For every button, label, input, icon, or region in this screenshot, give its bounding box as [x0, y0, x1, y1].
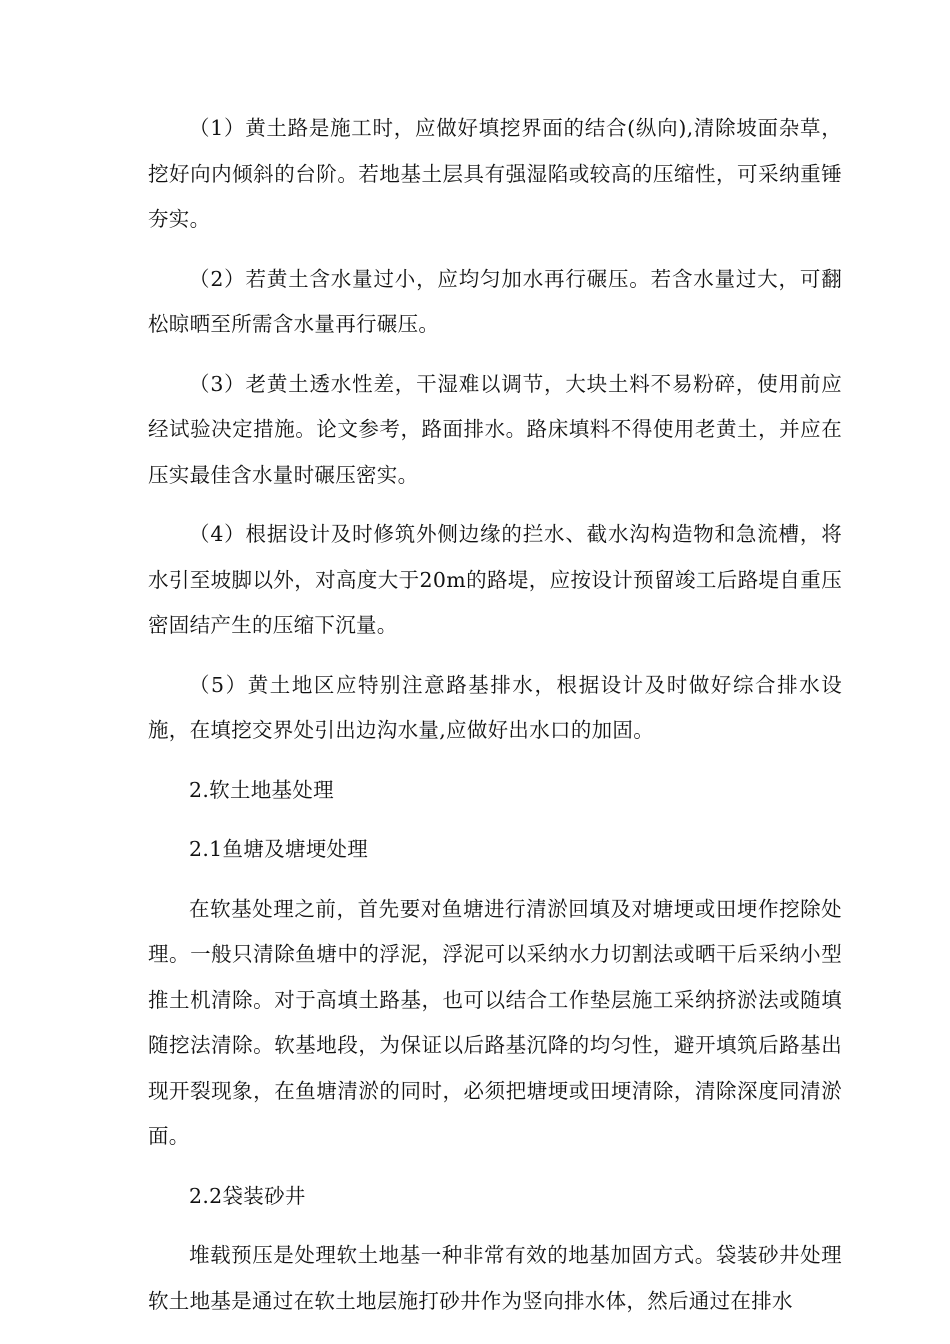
paragraph-loess-5: （5）黄土地区应特别注意路基排水，根据设计及时做好综合排水设施，在填挖交界处引出边沟水量,应做好出水口的加固。 — [148, 672, 842, 742]
paragraph-fish-pond: 在软基处理之前，首先要对鱼塘进行清淤回填及对塘埂或田埂作挖除处理。一般只清除鱼塘中的浮泥，浮泥可以采纳水力切割法或晒干后采纳小型推土机清除。对于高填土路基，也可以结合工作垫层施工采纳挤淤法或随填随挖法清除。软基地段，为保证以后路基沉降的均匀性，避开填筑后路基出现开裂现象，在鱼塘清淤的同时，必须把塘埂或田埂清除，清除深度同清淤面。 — [148, 896, 842, 1148]
paragraph-sand-drain: 堆载预压是处理软土地基一种非常有效的地基加固方式。袋装砂井处理软土地基是通过在软土地层施打砂井作为竖向排水体，然后通过在排水 — [148, 1243, 842, 1313]
document-body — [148, 106, 842, 1338]
section-heading-soft-soil: 2.软土地基处理 — [189, 777, 334, 802]
paragraph-loess-2: （2）若黄土含水量过小，应均匀加水再行碾压。若含水量过大，可翻松晾晒至所需含水量再行碾压。 — [148, 266, 842, 336]
paragraph-loess-3: （3）老黄土透水性差，干湿难以调节，大块土料不易粉碎，使用前应经试验决定措施。论文参考，路面排水。路床填料不得使用老黄土，并应在压实最佳含水量时碾压密实。 — [148, 371, 842, 487]
paragraph-loess-1: （1）黄土路是施工时，应做好填挖界面的结合(纵向),清除坡面杂草，挖好向内倾斜的台阶。若地基土层具有强湿陷或较高的压缩性，可采纳重锤夯实。 — [148, 116, 842, 231]
subsection-heading-fish-pond: 2.1鱼塘及塘埂处理 — [189, 837, 369, 861]
subsection-heading-sand-drain: 2.2袋装砂井 — [189, 1183, 306, 1208]
paragraph-loess-4: （4）根据设计及时修筑外侧边缘的拦水、截水沟构造物和急流槽，将水引至坡脚以外，对高度大于20m的路堤，应按设计预留竣工后路堤自重压密固结产生的压缩下沉量。 — [148, 522, 842, 637]
